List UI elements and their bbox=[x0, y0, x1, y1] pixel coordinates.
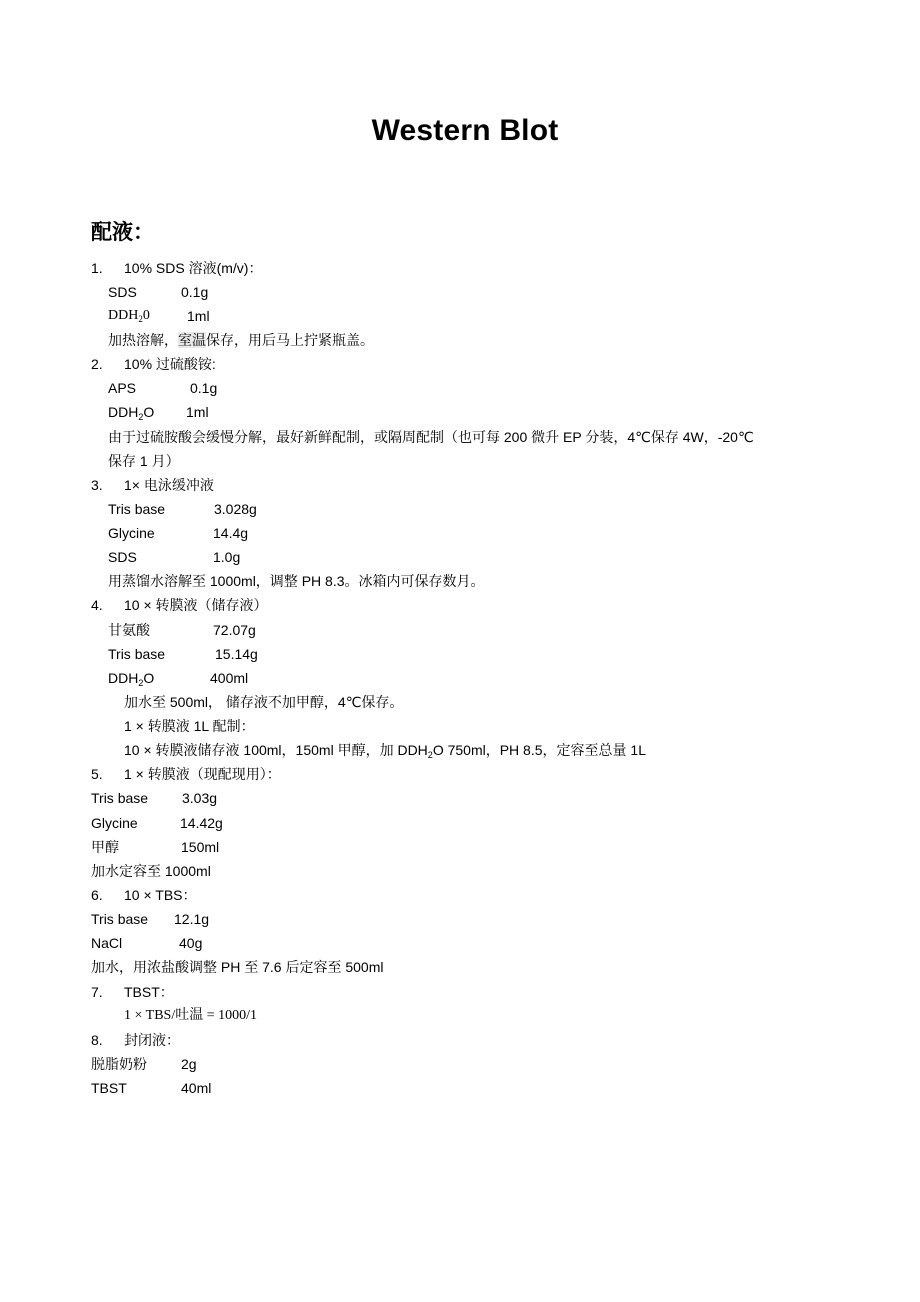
document-page: Western Blot 配液： 1. 10% SDS 溶液(m/v)： SDS 0.1g $DDH_20$ 1ml 加热溶解，室温保存，用后马上拧紧瓶盖。 2. 10% 过硫酸铵: APS 0.1g $DDH_2O$ 1ml 由于过硫胺酸会缓慢分解，最好新鲜配制，或隔周配制（也可每 200 微升 EP 分装，4℃保存 4W，-20℃ 保存 1 月） 3. 1× 电泳缓冲液 Tris base 3.028g Glycine 14.4g SDS 1.0g 用蒸馏水溶解至 1000ml，调整 PH 8.3。冰箱内可保存数月。 4. 10 × 转膜液（储存液） 甘氨酸 72.07g Tris base 15.14g $DDH_2O$ 400ml 加水至 500ml， 储存液不加甲醇，4℃保存。 1 × 转膜液 1L 配制： 10 × 转膜液储存液 100ml，150ml 甲醇，加 $DDH_2O$ 750ml，PH 8.5，定容至总量 1L 5. 1 × 转膜液（现配现用）： Tris base 3.03g Glycine 14.42g 甲醇 150ml 加水定容至 1000ml 6. 10 × TBS： Tris base 12.1g NaCl 40g 加水，用浓盐酸调整 PH 至 7.6 后定容至 500ml 7. TBST： 1 × TBS/吐温 = 1000/1 8. 封闭液： 脱脂奶粉 2g TBST 40ml bbox=[0, 0, 920, 1302]
list-heading: 1× 电泳缓冲液 bbox=[124, 477, 214, 493]
document-title: Western Blot bbox=[371, 114, 559, 147]
ingredient-name: TBST bbox=[91, 1080, 127, 1096]
section-heading: 配液： bbox=[91, 221, 154, 244]
ingredient-name: Tris base bbox=[108, 501, 166, 517]
ingredient-amount: 3.028g bbox=[214, 501, 257, 517]
ingredient-name: $DDH_2O$ bbox=[108, 404, 155, 422]
ingredient-name: Glycine bbox=[91, 815, 138, 831]
ingredient-amount: 3.03g bbox=[182, 790, 218, 806]
list-number: 4. bbox=[91, 597, 103, 613]
ingredient-amount: 1.0g bbox=[213, 549, 241, 565]
ingredient-name: SDS bbox=[108, 549, 137, 565]
ingredient-name: 脱脂奶粉 bbox=[91, 1056, 147, 1072]
highlighted-text: 室温 bbox=[178, 332, 206, 348]
list-heading: 10% SDS 溶液(m/v)： bbox=[124, 260, 263, 276]
list-heading: 封闭液： bbox=[124, 1032, 180, 1048]
ingredient-amount: 40g bbox=[179, 935, 203, 951]
ingredient-amount: 0.1g bbox=[190, 380, 218, 396]
ingredient-name: 甲醇 bbox=[91, 839, 119, 855]
ingredient-amount: 400ml bbox=[210, 670, 249, 686]
ingredient-name: Tris base bbox=[91, 790, 149, 806]
list-number: 5. bbox=[91, 766, 103, 782]
ingredient-amount: 1ml bbox=[187, 308, 210, 324]
ingredient-amount: 40ml bbox=[181, 1080, 212, 1096]
ingredient-amount: 2g bbox=[181, 1056, 197, 1072]
ingredient-name: Tris base bbox=[91, 911, 149, 927]
ingredient-amount: 14.42g bbox=[180, 815, 223, 831]
list-heading: TBST： bbox=[124, 984, 174, 1000]
list-number: 1. bbox=[91, 260, 103, 276]
ingredient-amount: 72.07g bbox=[213, 622, 256, 638]
ingredient-name: $DDH_20$ bbox=[108, 308, 150, 324]
ingredient-amount: 1ml bbox=[186, 404, 209, 420]
ingredient-amount: 150ml bbox=[181, 839, 220, 855]
ingredient-name: $DDH_2O$ bbox=[108, 670, 155, 688]
list-number: 7. bbox=[91, 984, 103, 1000]
list-number: 2. bbox=[91, 356, 103, 372]
ingredient-amount: 12.1g bbox=[174, 911, 210, 927]
list-heading: 10 × TBS： bbox=[124, 887, 197, 903]
list-heading: 10% 过硫酸铵: bbox=[124, 356, 216, 372]
ingredient-name: SDS bbox=[108, 284, 137, 300]
ingredient-amount: 0.1g bbox=[181, 284, 209, 300]
ingredient-name: Glycine bbox=[108, 525, 155, 541]
ingredient-amount: 15.14g bbox=[215, 646, 258, 662]
list-number: 3. bbox=[91, 477, 103, 493]
ingredient-name: 甘氨酸 bbox=[108, 622, 150, 638]
list-heading: 1 × 转膜液（现配现用）： bbox=[124, 766, 281, 782]
ingredient-name: Tris base bbox=[108, 646, 166, 662]
list-heading: 10 × 转膜液（储存液） bbox=[124, 597, 268, 613]
ingredient-amount: 14.4g bbox=[213, 525, 249, 541]
list-number: 8. bbox=[91, 1032, 103, 1048]
list-number: 6. bbox=[91, 887, 103, 903]
ingredient-name: NaCl bbox=[91, 935, 123, 951]
ingredient-name: APS bbox=[108, 380, 137, 396]
